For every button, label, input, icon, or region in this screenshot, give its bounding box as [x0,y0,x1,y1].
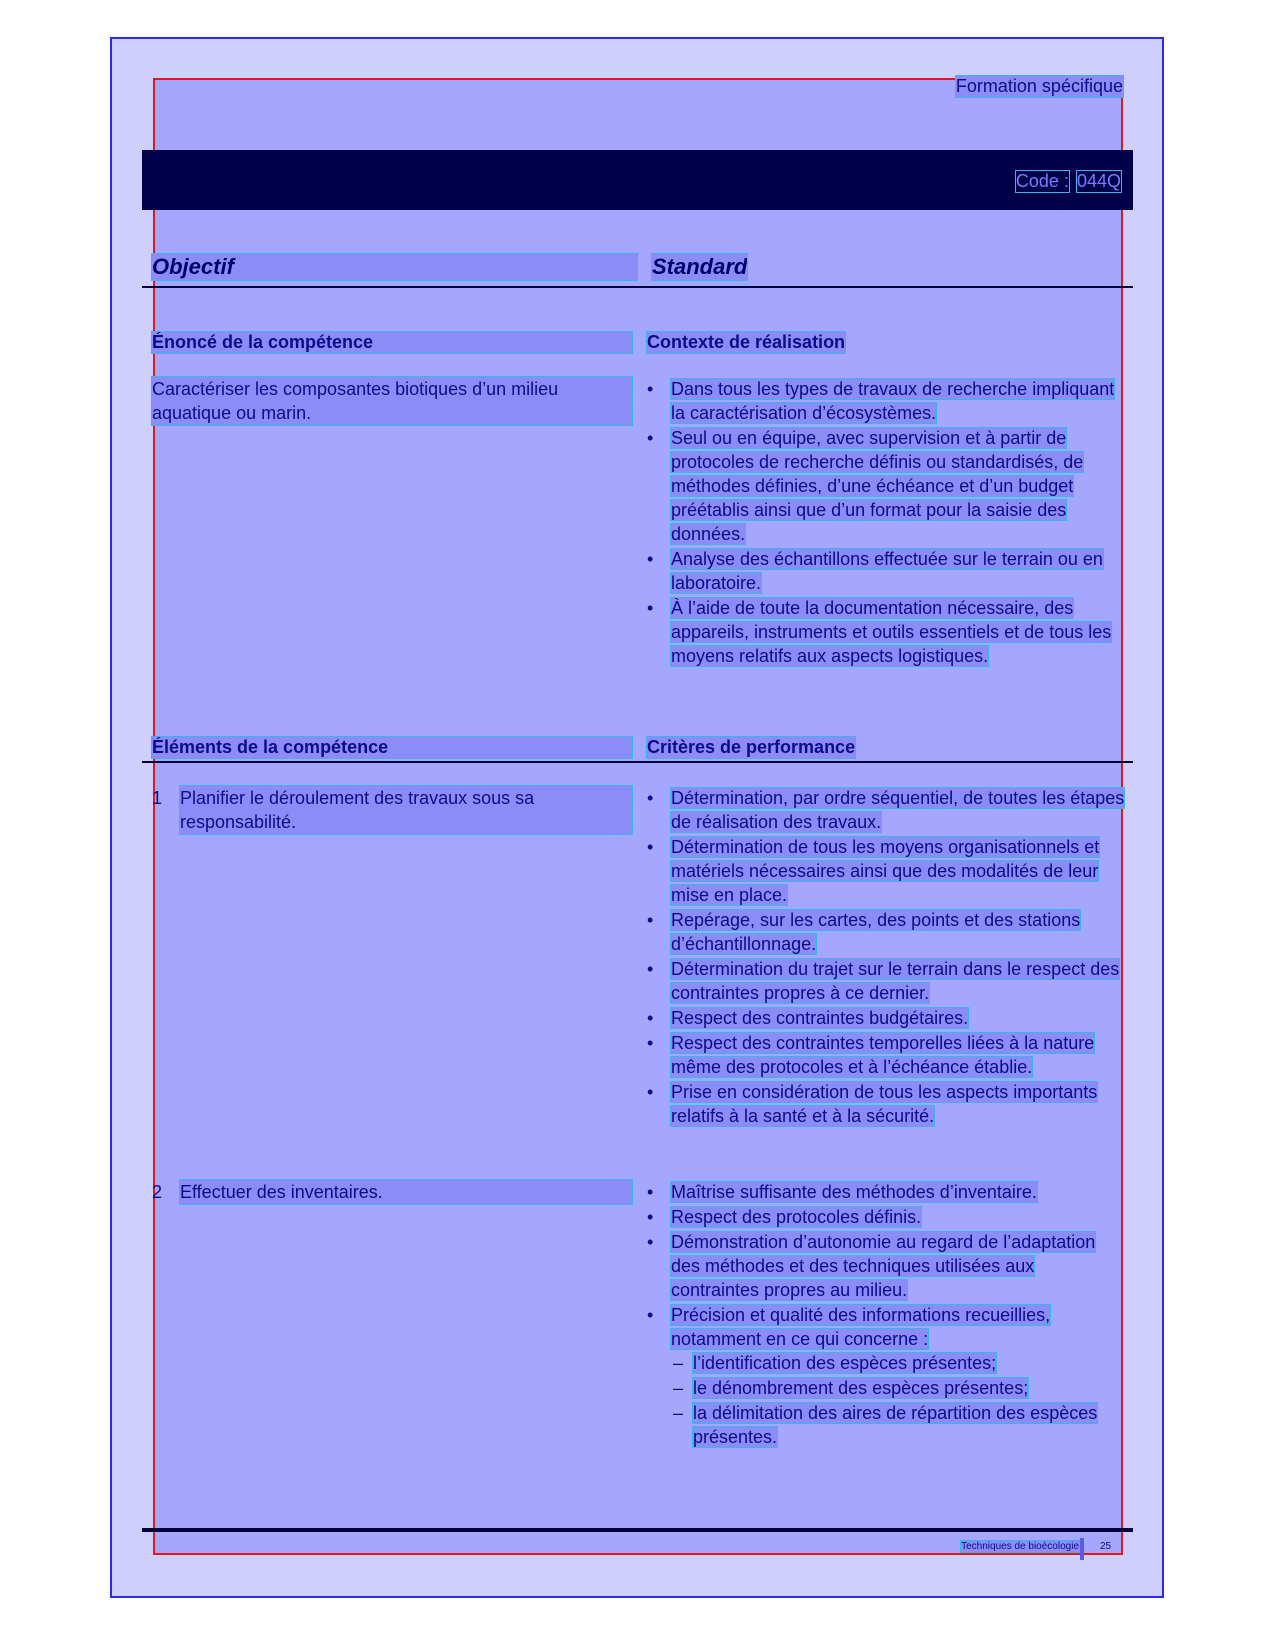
list-item: • Détermination de tous les moyens organisationnels et matériels nécessaires ainsi que des modalités de leur mise en place. [647,837,1100,905]
list-item: • Seul ou en équipe, avec supervision et à partir de protocoles de recherche définis ou standardisés, de méthodes définies, d’une échéance et d’un budget préétablis ainsi que d’un format pour la saisie des données. [647,428,1084,544]
sub-criteria-list [671,1351,1125,1449]
bullet-icon: • [647,788,654,808]
course-code-label: Code : [1015,171,1069,191]
list-item: • À l’aide de toute la documentation nécessaire, des appareils, instruments et outils essentiels et de tous les moyens relatifs aux aspects logistiques. [647,598,1112,666]
list-item: • Repérage, sur les cartes, des points et des stations d’échantillonnage. [647,910,1081,954]
list-item: • Respect des protocoles définis. [647,1207,922,1227]
dash-icon: – [673,1403,684,1423]
element-text: Effectuer des inventaires. [180,1180,632,1204]
bullet-icon: • [647,1182,654,1202]
dash-icon: – [673,1353,684,1373]
enonce-title: Énoncé de la compétence [152,332,632,353]
enonce-text: Caractériser les composantes biotiques d’un milieu aquatique ou marin. [152,377,632,425]
element-text: Planifier le déroulement des travaux sous sa responsabilité. [180,786,632,834]
element-1 [152,786,632,834]
bullet-icon: • [647,1033,654,1053]
page-number: 25 [1100,1541,1112,1552]
running-head: Formation spécifique [955,76,1123,96]
list-item: • Démonstration d’autonomie au regard de l’adaptation des méthodes et des techniques utilisées aux contraintes propres au milieu. [647,1232,1096,1300]
sub-list-item: – l’identification des espèces présentes; [673,1353,997,1373]
list-item: • Dans tous les types de travaux de recherche impliquant la caractérisation d’écosystèmes. [647,379,1115,423]
criteres-title: Critères de performance [647,737,856,757]
footer-divider [1080,1538,1084,1560]
bullet-icon: • [647,549,654,569]
criteria-list-2 [647,1180,1125,1450]
bullet-icon: • [647,1232,654,1252]
bullet-icon: • [647,959,654,979]
section-rule [142,761,1133,763]
list-item: • Analyse des échantillons effectuée sur le terrain ou en laboratoire. [647,549,1103,593]
criteria-list-1 [647,786,1125,1129]
header-rule [142,286,1133,288]
header-band [142,150,1133,210]
list-item: • Respect des contraintes budgétaires. [647,1008,969,1028]
bullet-icon: • [647,1207,654,1227]
dash-icon: – [673,1378,684,1398]
bullet-icon: • [647,1305,654,1325]
footer-program: Techniques de bioécologie [961,1541,1079,1552]
list-item: • Prise en considération de tous les aspects importants relatifs à la santé et à la sécurité. [647,1082,1098,1126]
sub-list-item: – le dénombrement des espèces présentes; [673,1378,1029,1398]
element-number: 1 [152,788,163,808]
course-code-value: 044Q [1076,171,1121,191]
list-item: • Respect des contraintes temporelles liées à la nature même des protocoles et à l’échéance établie. [647,1033,1095,1077]
bullet-icon: • [647,379,654,399]
bullet-icon: • [647,910,654,930]
elements-title: Éléments de la compétence [152,737,632,758]
list-item: • Détermination, par ordre séquentiel, de toutes les étapes de réalisation des travaux. [647,788,1125,832]
list-item: • Maîtrise suffisante des méthodes d’inventaire. [647,1182,1037,1202]
objectif-heading: Objectif [152,254,637,280]
bullet-icon: • [647,837,654,857]
bullet-icon: • [647,1008,654,1028]
element-number: 2 [152,1182,163,1202]
bullet-icon: • [647,598,654,618]
footer-rule [142,1528,1133,1532]
element-2 [152,1180,632,1204]
course-code [1014,171,1123,192]
sub-list-item: – la délimitation des aires de répartition des espèces présentes. [673,1403,1098,1447]
list-item: • Précision et qualité des informations recueillies, notamment en ce qui concerne : – l’identification des espèces présentes; – le dénombrement des espèces présentes; – la délimitation des aires de répartition des espèces présentes. [647,1303,1125,1449]
standard-heading: Standard [652,254,748,279]
bullet-icon: • [647,1082,654,1102]
list-item: • Détermination du trajet sur le terrain dans le respect des contraintes propres à ce dernier. [647,959,1120,1003]
bullet-icon: • [647,428,654,448]
contexte-title: Contexte de réalisation [647,332,846,352]
contexte-list [647,377,1125,669]
